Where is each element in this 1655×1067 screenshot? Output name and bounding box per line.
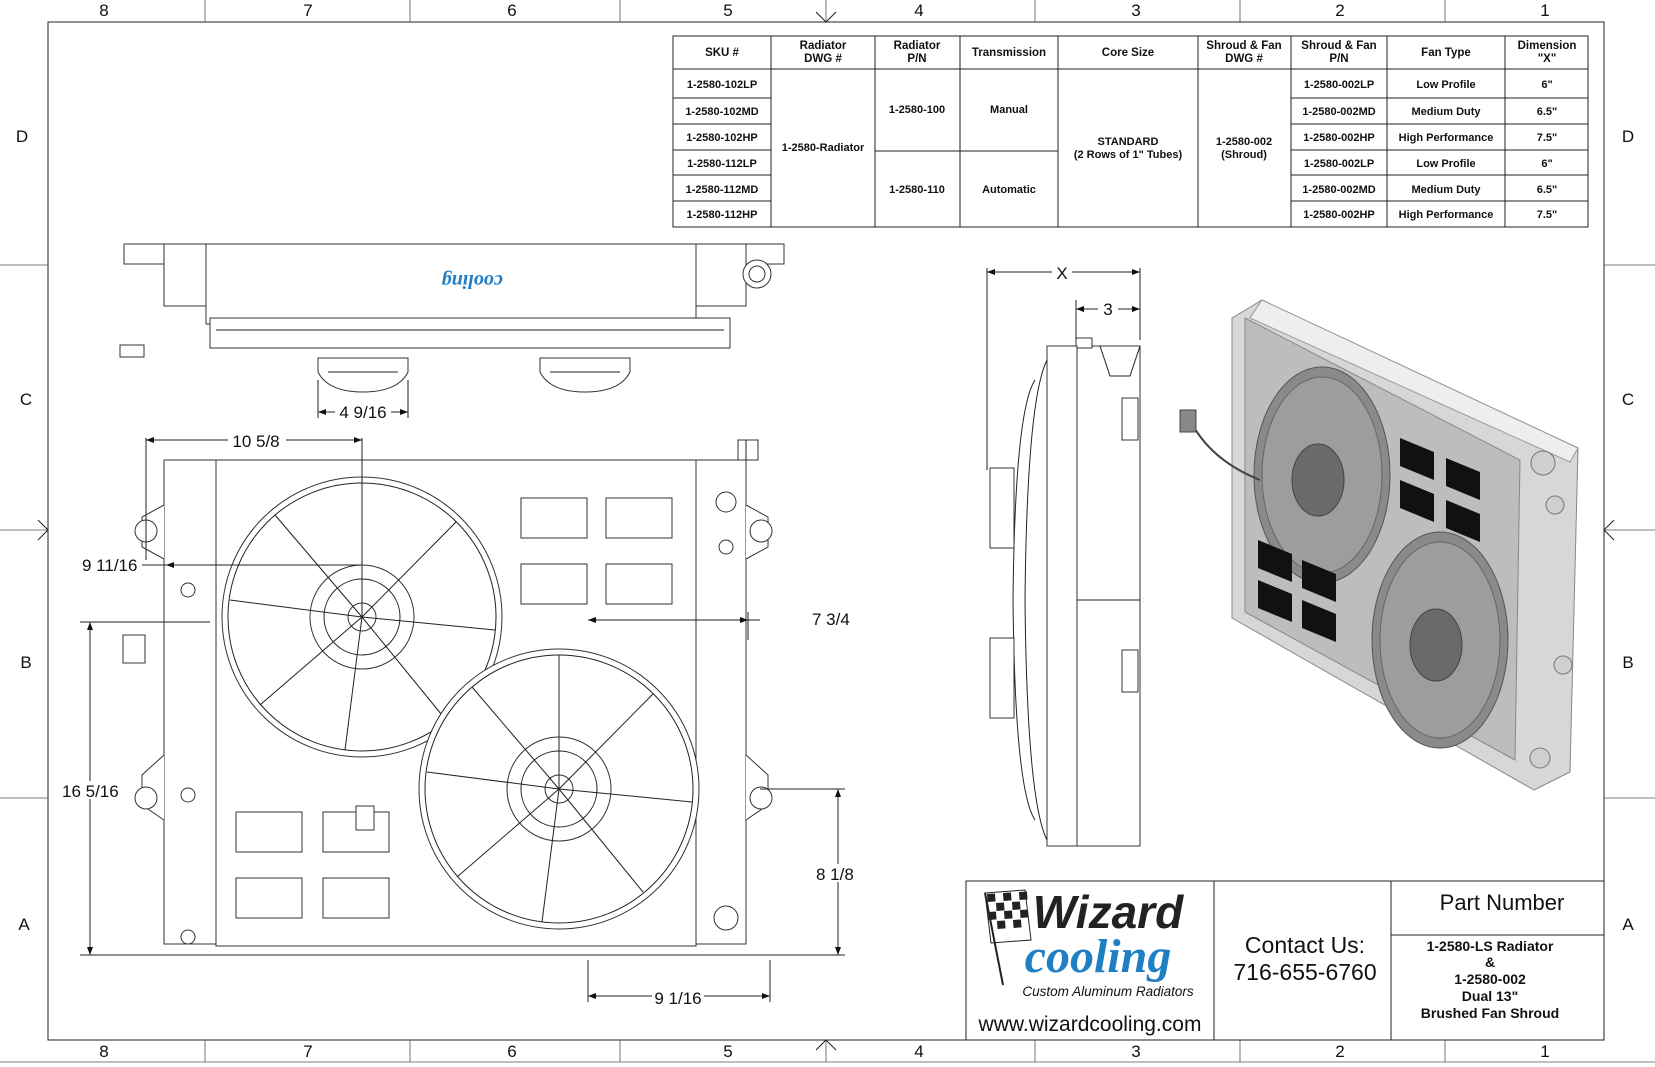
header-radiator-dwg: DWG # xyxy=(804,53,842,65)
zone-labels-right xyxy=(1622,127,1634,934)
dim-fan1-horizontal: 10 5/8 xyxy=(232,432,280,451)
shroud-pn-cell: 1-2580-002MD xyxy=(1302,106,1376,118)
logo-wizard: Wizard xyxy=(1032,886,1184,938)
header-radiator-dwg: Radiator xyxy=(799,40,847,52)
logo-cooling: cooling xyxy=(1024,930,1172,983)
radiator-dwg-cell: 1-2580-Radiator xyxy=(781,142,865,154)
header-shroud-dwg: Shroud & Fan xyxy=(1206,40,1282,52)
side-view xyxy=(987,268,1140,846)
core-size-cell: (2 Rows of 1" Tubes) xyxy=(1073,149,1183,161)
radiator-3d-render xyxy=(1180,300,1578,790)
zone-col-6: 6 xyxy=(507,1,517,20)
shroud-pn-cell: 1-2580-002LP xyxy=(1303,79,1375,91)
part-number-label: Part Number xyxy=(1439,890,1565,915)
contact-phone: 716-655-6760 xyxy=(1233,959,1377,985)
header-sku: SKU # xyxy=(705,47,739,59)
header-radiator-pn: P/N xyxy=(907,53,927,65)
header-shroud-dwg: DWG # xyxy=(1225,53,1263,65)
zone-col-2: 2 xyxy=(1335,1,1345,20)
core-size-cell: STANDARD xyxy=(1097,136,1159,148)
fan-type-cell: Medium Duty xyxy=(1411,106,1481,118)
zone-col-1: 1 xyxy=(1540,1042,1550,1061)
zone-col-6: 6 xyxy=(507,1042,517,1061)
dim-side-x: X xyxy=(1056,264,1068,283)
zone-col-8: 8 xyxy=(99,1042,109,1061)
zone-col-1: 1 xyxy=(1540,1,1550,20)
top-view-logo-text: cooling xyxy=(441,270,503,292)
zone-row-c: C xyxy=(19,390,33,409)
transmission-cell: Manual xyxy=(990,104,1028,116)
top-view xyxy=(120,244,784,418)
radiator-pn-cell: 1-2580-110 xyxy=(889,184,945,196)
sku-cell: 1-2580-112HP xyxy=(686,209,758,221)
sku-cell: 1-2580-102MD xyxy=(685,106,759,118)
header-dimension: Dimension xyxy=(1517,40,1577,52)
zone-col-5: 5 xyxy=(723,1042,733,1061)
dim-overall-height: 16 5/16 xyxy=(62,782,119,801)
dimension-cell: 7.5" xyxy=(1536,132,1558,144)
dimension-cell: 6.5" xyxy=(1536,106,1558,118)
zone-col-7: 7 xyxy=(303,1,313,20)
zone-row-c: C xyxy=(1621,390,1635,409)
shroud-dwg-cell: 1-2580-002 xyxy=(1215,136,1273,148)
front-view xyxy=(80,437,845,1002)
zone-row-d: D xyxy=(15,127,29,146)
part-line: & xyxy=(1484,954,1496,970)
part-line: Dual 13" xyxy=(1461,988,1519,1004)
fan-type-cell: Low Profile xyxy=(1416,79,1476,91)
dimension-cell: 6.5" xyxy=(1536,184,1558,196)
dimension-cell: 7.5" xyxy=(1536,209,1558,221)
header-dimension: "X" xyxy=(1537,53,1557,65)
website-link: www.wizardcooling.com xyxy=(978,1013,1202,1036)
part-line: Brushed Fan Shroud xyxy=(1420,1005,1560,1021)
contact-label: Contact Us: xyxy=(1244,932,1366,958)
shroud-pn-cell: 1-2580-002LP xyxy=(1303,158,1375,170)
zone-col-3: 3 xyxy=(1131,1,1141,20)
fan-type-cell: Medium Duty xyxy=(1411,184,1481,196)
sku-cell: 1-2580-112LP xyxy=(687,158,757,170)
header-shroud-pn: Shroud & Fan xyxy=(1301,40,1377,52)
dim-fan2-horizontal: 7 3/4 xyxy=(812,610,850,629)
title-block xyxy=(966,881,1604,1040)
zone-row-b: B xyxy=(1622,653,1634,672)
dim-fan2-bottom: 9 1/16 xyxy=(654,989,702,1008)
dim-fan2-vertical: 8 1/8 xyxy=(816,865,854,884)
header-fan-type: Fan Type xyxy=(1421,47,1471,59)
fan-type-cell: High Performance xyxy=(1398,209,1494,221)
zone-row-a: A xyxy=(18,915,30,934)
shroud-pn-cell: 1-2580-002HP xyxy=(1303,132,1375,144)
fan-type-cell: High Performance xyxy=(1398,132,1494,144)
filler-neck xyxy=(738,440,758,460)
sku-cell: 1-2580-112MD xyxy=(685,184,759,196)
radiator-pn-cell: 1-2580-100 xyxy=(888,104,946,116)
spec-table xyxy=(673,36,1588,227)
zone-row-a: A xyxy=(1622,915,1634,934)
part-line: 1-2580-LS Radiator xyxy=(1426,938,1554,954)
zone-col-4: 4 xyxy=(914,1042,924,1061)
zone-col-2: 2 xyxy=(1335,1042,1345,1061)
zone-labels-bottom xyxy=(99,1042,1549,1061)
dimension-cell: 6" xyxy=(1541,158,1553,170)
zone-labels-left xyxy=(16,127,32,934)
right-tank xyxy=(696,460,746,944)
zone-col-3: 3 xyxy=(1131,1042,1141,1061)
header-radiator-pn: Radiator xyxy=(893,40,941,52)
header-shroud-pn: P/N xyxy=(1329,53,1349,65)
zone-row-b: B xyxy=(20,653,32,672)
logo-tagline: Custom Aluminum Radiators xyxy=(1022,984,1194,999)
sku-cell: 1-2580-102LP xyxy=(686,79,758,91)
left-tank xyxy=(164,460,216,944)
transmission-cell: Automatic xyxy=(982,184,1036,196)
fan-type-cell: Low Profile xyxy=(1416,158,1476,170)
sku-cell: 1-2580-102HP xyxy=(686,132,758,144)
dim-side-3: 3 xyxy=(1103,300,1113,319)
header-core-size: Core Size xyxy=(1101,47,1155,59)
header-transmission: Transmission xyxy=(971,47,1047,59)
dim-top-view-width: 4 9/16 xyxy=(339,403,387,422)
zone-labels-top xyxy=(99,1,1549,20)
shroud-pn-cell: 1-2580-002HP xyxy=(1303,209,1375,221)
part-line: 1-2580-002 xyxy=(1454,971,1526,987)
zone-col-8: 8 xyxy=(99,1,109,20)
zone-col-5: 5 xyxy=(723,1,733,20)
zone-col-4: 4 xyxy=(914,1,924,20)
zone-row-d: D xyxy=(1621,127,1635,146)
dimension-cell: 6" xyxy=(1541,79,1553,91)
dim-fan1-vertical: 9 11/16 xyxy=(82,556,138,575)
shroud-pn-cell: 1-2580-002MD xyxy=(1302,184,1376,196)
shroud-dwg-cell: (Shroud) xyxy=(1221,149,1267,161)
zone-col-7: 7 xyxy=(303,1042,313,1061)
